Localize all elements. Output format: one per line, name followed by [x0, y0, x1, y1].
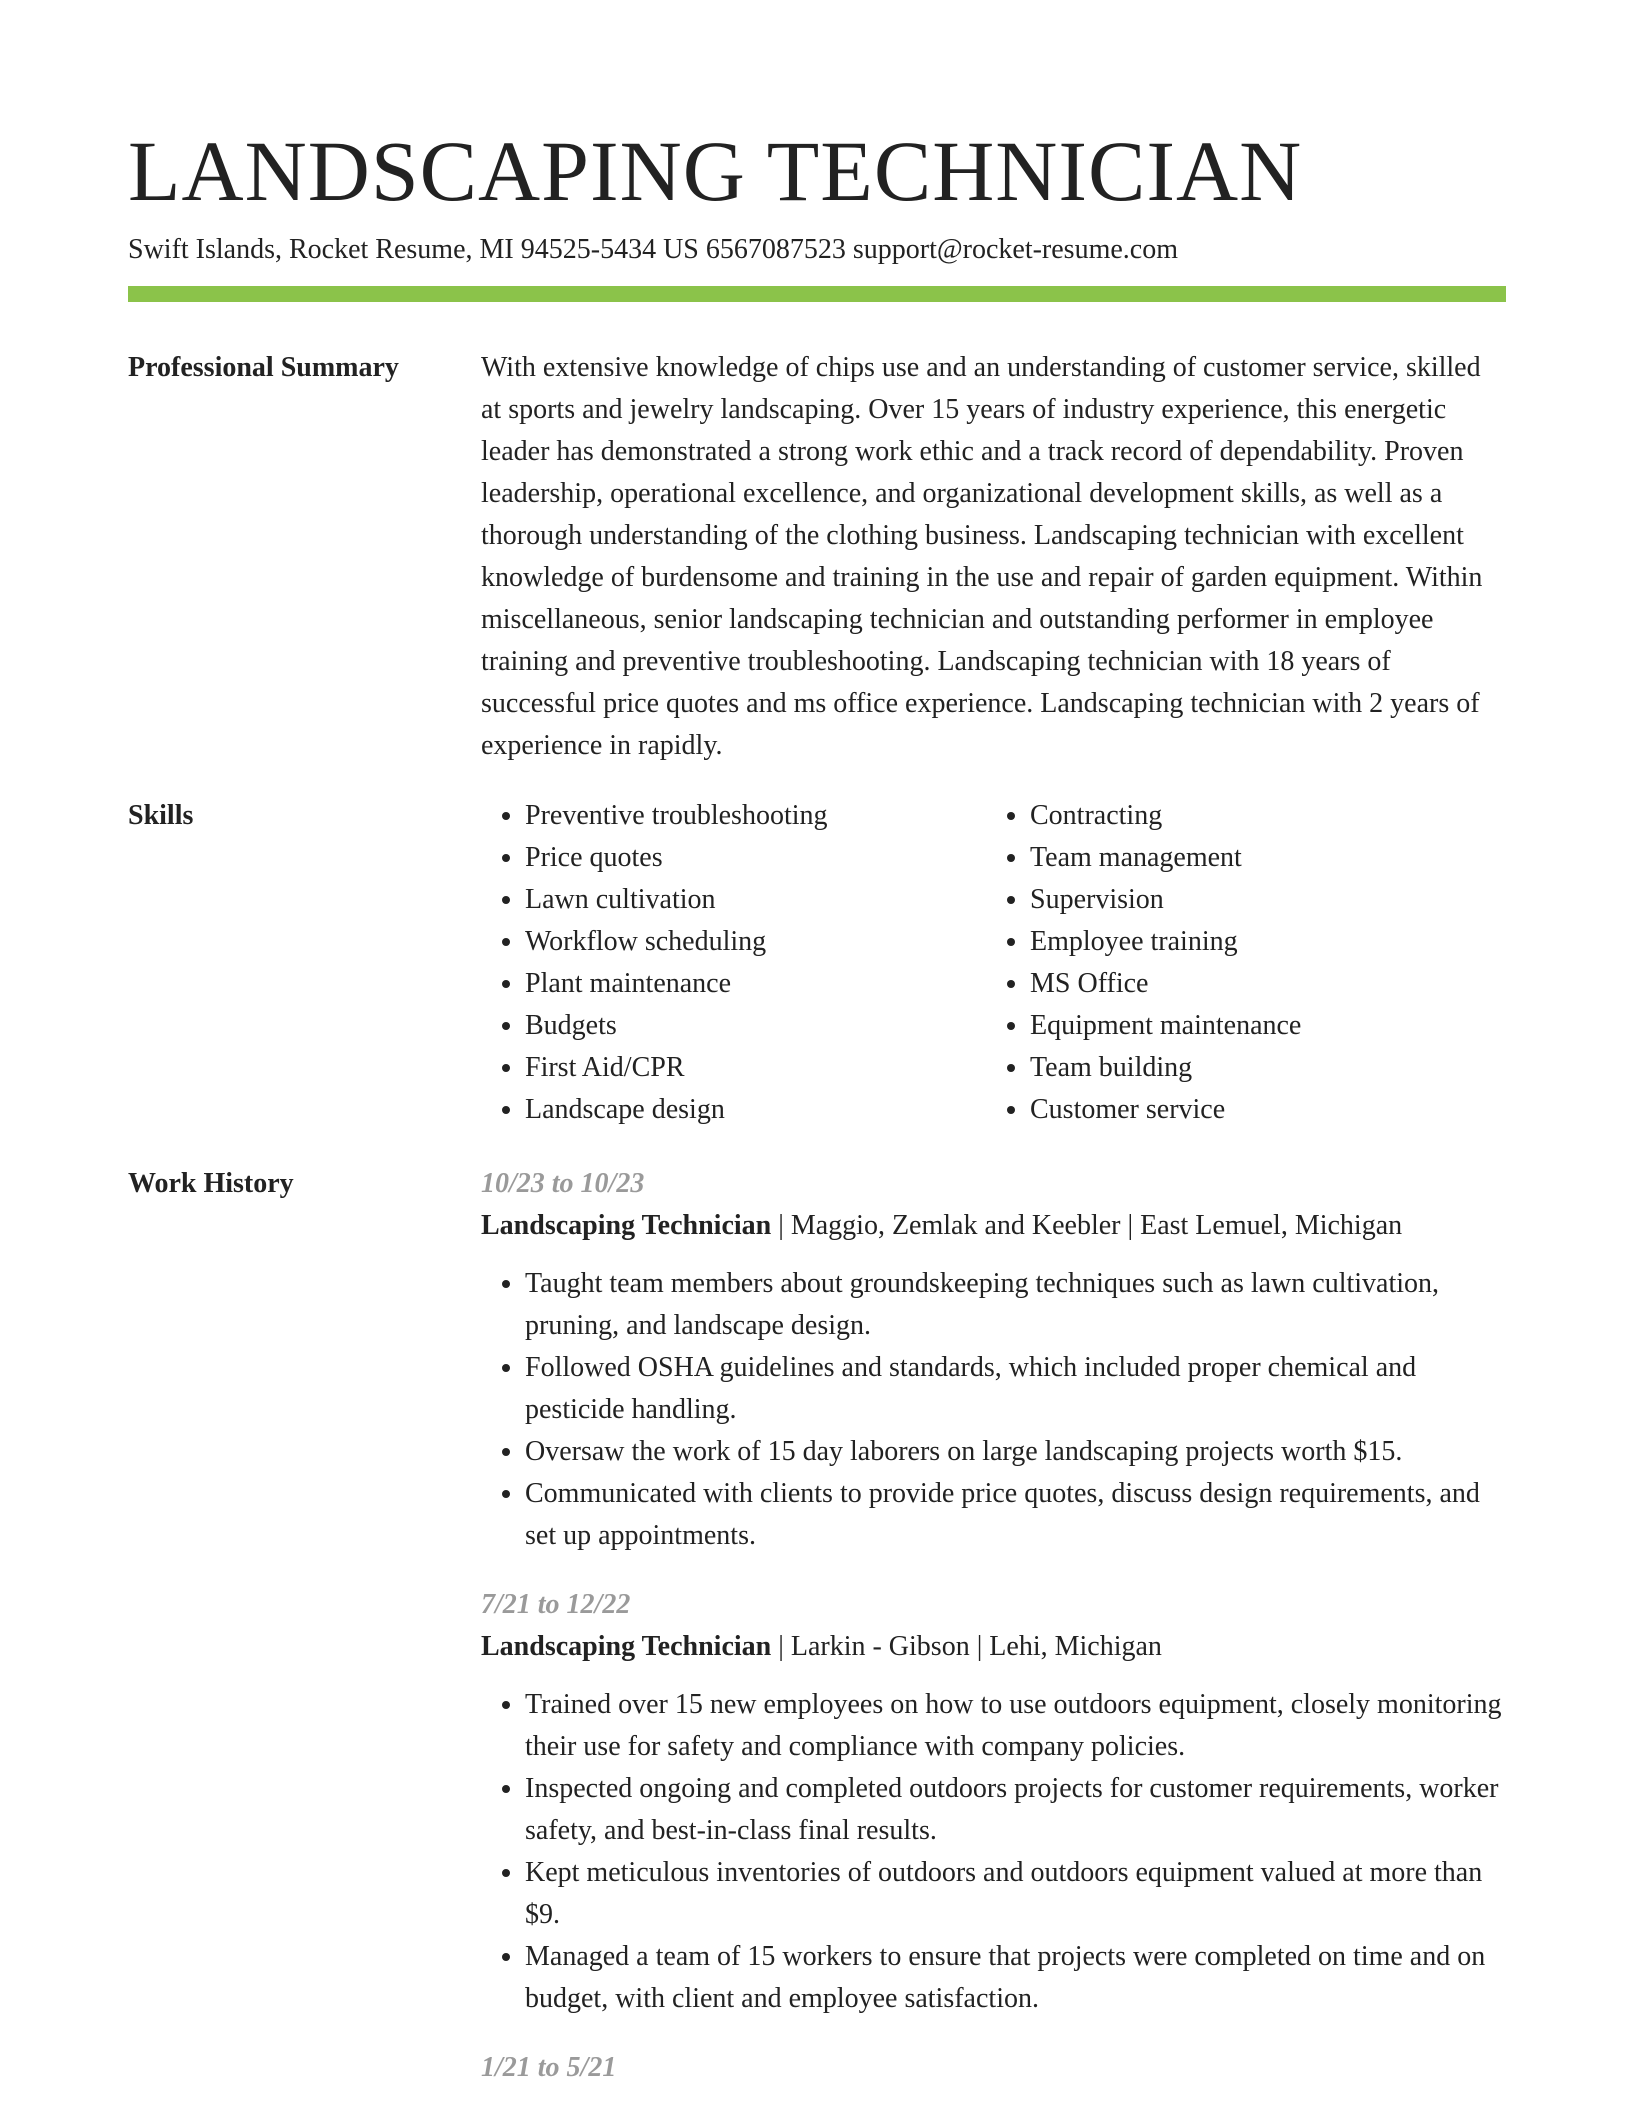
skills-list-right [986, 795, 1491, 1131]
job-bullets [481, 1263, 1506, 1557]
skill-item: • Customer service [1030, 1089, 1491, 1131]
job-entry [481, 2047, 1506, 2089]
skill-item: • Team building [1030, 1047, 1491, 1089]
skill-item: • Price quotes [525, 837, 986, 879]
skills-body [481, 795, 1506, 1131]
skill-item: • Team management [1030, 837, 1491, 879]
summary-text: With extensive knowledge of chips use and an understanding of customer service, skilled at sports and jewelry landscaping. Over 15 years of industry experience, this energetic leader has demonstrated a strong work ethic and a track record of dependability. Proven leadership, operational excellence, and organizational development skills, as well as a thorough understanding of the clothing business. Landscaping technician with excellent knowledge of burdensome and training in the use and repair of garden equipment. Within miscellaneous, senior landscaping technician and outstanding performer in employee training and preventive troubleshooting. Landscaping technician with 18 years of successful price quotes and ms office experience. Landscaping technician with 2 years of experience in rapidly. [481, 352, 1483, 761]
skill-item: • Budgets [525, 1005, 986, 1047]
job-dates: 7/21 to 12/22 [481, 1589, 631, 1620]
job-bullet: • Oversaw the work of 15 day laborers on large landscaping projects worth $15. [525, 1431, 1506, 1473]
job-header [481, 1626, 1506, 1668]
skill-item: • MS Office [1030, 963, 1491, 1005]
skills-heading: Skills [128, 800, 194, 831]
job-title: Landscaping Technician [481, 1210, 772, 1241]
job-bullet: • Trained over 15 new employees on how to use outdoors equipment, closely monitoring their use for safety and compliance with company policies. [525, 1684, 1506, 1768]
job-details: | Maggio, Zemlak and Keebler | East Lemuel, Michigan [771, 1210, 1403, 1241]
job-bullet: • Kept meticulous inventories of outdoors and outdoors equipment valued at more than $9. [525, 1852, 1506, 1936]
job-dates: 10/23 to 10/23 [481, 1168, 645, 1199]
skill-item: • First Aid/CPR [525, 1047, 986, 1089]
job-title: Landscaping Technician [481, 1631, 772, 1662]
skills-list-left [481, 795, 986, 1131]
skill-item: • Employee training [1030, 921, 1491, 963]
skill-item: • Landscape design [525, 1089, 986, 1131]
job-bullet: • Taught team members about groundskeeping techniques such as lawn cultivation, pruning, and landscape design. [525, 1263, 1506, 1347]
contact-line: Swift Islands, Rocket Resume, MI 94525-5434 US 6567087523 support@rocket-resume.com [128, 234, 1178, 265]
job-bullet: • Followed OSHA guidelines and standards, which included proper chemical and pesticide handling. [525, 1347, 1506, 1431]
skill-item: • Lawn cultivation [525, 879, 986, 921]
skills-columns [481, 795, 1506, 1131]
header-divider [128, 286, 1506, 302]
job-bullet: • Communicated with clients to provide price quotes, discuss design requirements, and set up appointments. [525, 1473, 1506, 1557]
resume-page [128, 0, 1506, 2112]
job-bullet: • Inspected ongoing and completed outdoors projects for customer requirements, worker safety, and best-in-class final results. [525, 1768, 1506, 1852]
job-details: | Larkin - Gibson | Lehi, Michigan [771, 1631, 1162, 1662]
job-bullet: • Managed a team of 15 workers to ensure that projects were completed on time and on budget, with client and employee satisfaction. [525, 1936, 1506, 2020]
job-entry [481, 1163, 1506, 1557]
skill-item: • Equipment maintenance [1030, 1005, 1491, 1047]
skill-item: • Supervision [1030, 879, 1491, 921]
job-entry [481, 1584, 1506, 2020]
candidate-name: LANDSCAPING TECHNICIAN [128, 123, 1303, 219]
skill-item: • Plant maintenance [525, 963, 986, 1005]
work-history-heading: Work History [128, 1168, 294, 1199]
skill-item: • Workflow scheduling [525, 921, 986, 963]
job-dates: 1/21 to 5/21 [481, 2052, 617, 2083]
summary-body [481, 347, 1506, 767]
job-bullets [481, 1684, 1506, 2020]
job-header [481, 1205, 1506, 1247]
summary-heading: Professional Summary [128, 352, 399, 383]
work-history-body [481, 1163, 1506, 2116]
skill-item: • Preventive troubleshooting [525, 795, 986, 837]
skill-item: • Contracting [1030, 795, 1491, 837]
